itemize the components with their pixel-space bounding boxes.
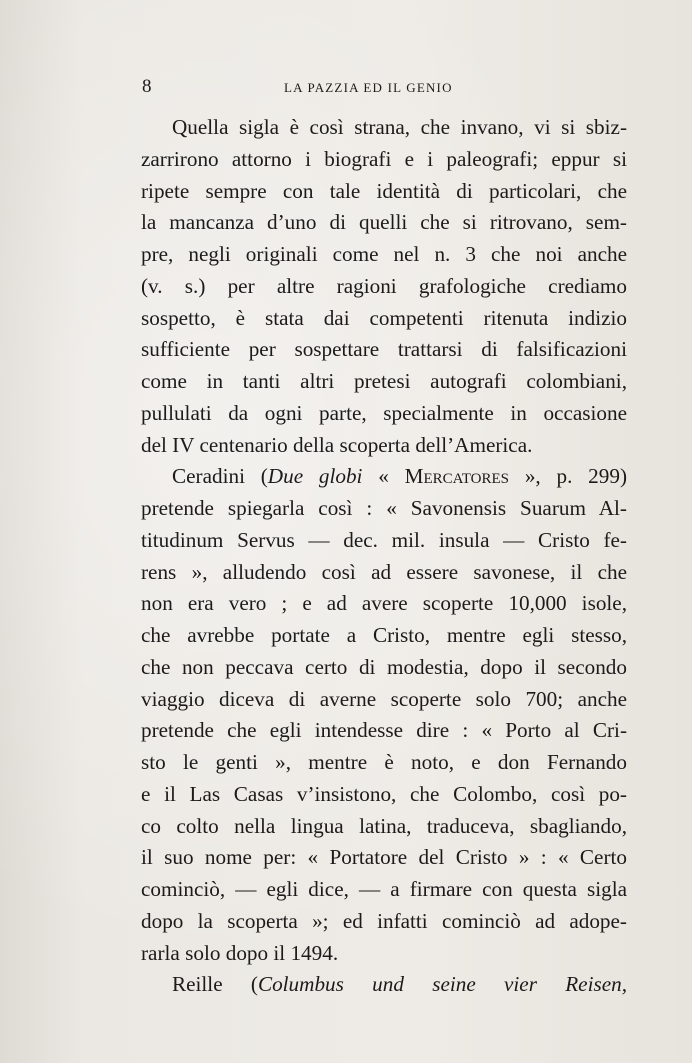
text-segment: ripete sempre con tale identità di particolari, che <box>141 178 627 203</box>
text-line <box>141 461 627 493</box>
text-line <box>141 430 627 462</box>
text-line <box>141 176 627 208</box>
text-line <box>141 525 627 557</box>
text-segment: rarla solo dopo il 1494. <box>141 940 339 965</box>
italic-segment: Due globi <box>267 464 363 489</box>
text-line <box>141 715 627 747</box>
text-segment: pullulati da ogni parte, specialmente in occasione <box>141 400 627 425</box>
text-segment: del IV centenario della scoperta dell’America. <box>141 432 533 457</box>
text-segment: Reille ( <box>172 972 258 997</box>
text-segment: la mancanza d’uno di quelli che si ritrovano, sem- <box>141 210 627 235</box>
text-line <box>141 747 627 779</box>
small-caps-segment: Mercatores <box>404 464 510 489</box>
text-segment: pretende spiegarla così : « Savonensis Suarum Al- <box>141 496 627 520</box>
text-line <box>141 874 627 906</box>
text-line <box>141 144 627 176</box>
text-segment: co colto nella lingua latina, traduceva, sbagliando, <box>141 813 627 838</box>
text-segment: (v. s.) per altre ragioni grafologiche crediamo <box>141 273 627 298</box>
text-line <box>141 588 627 620</box>
text-line <box>141 366 627 398</box>
text-line <box>141 811 627 843</box>
text-segment: pre, negli originali come nel n. 3 che noi anche <box>141 242 627 266</box>
text-segment: il suo nome per: « Portatore del Cristo » : « Certo <box>141 845 627 870</box>
italic-segment: Columbus und seine vier Reisen, <box>257 972 628 997</box>
text-segment: non era vero ; e ad avere scoperte 10,000 isole, <box>141 591 627 616</box>
text-line <box>141 398 627 430</box>
text-segment: sto le genti », mentre è noto, e don Fernando <box>141 750 627 774</box>
text-line <box>141 779 627 811</box>
running-title: LA PAZZIA ED IL GENIO <box>284 80 453 95</box>
text-line <box>141 652 627 684</box>
text-segment: Quella sigla è così strana, che invano, vi si sbiz- <box>172 115 627 139</box>
page-header <box>142 76 602 100</box>
page-number: 8 <box>142 76 152 97</box>
text-line <box>141 938 627 970</box>
text-line <box>141 334 627 366</box>
text-line <box>141 207 627 239</box>
text-line <box>141 557 627 589</box>
text-line <box>141 303 627 335</box>
text-segment: viaggio diceva di averne scoperte solo 700; anche <box>141 686 627 711</box>
text-segment: dopo la scoperta »; ed infatti cominciò ad adope- <box>141 908 627 933</box>
text-line <box>141 842 627 874</box>
text-segment: e il Las Casas v’insistono, che Colombo, così po- <box>141 781 627 806</box>
text-line <box>141 620 627 652</box>
text-line <box>141 684 627 716</box>
text-line <box>141 493 627 525</box>
text-segment: rens », alludendo così ad essere savonese, il che <box>141 559 627 584</box>
text-line <box>141 906 627 938</box>
text-line <box>141 239 627 271</box>
body-text <box>141 112 627 1001</box>
text-segment: che non peccava certo di modestia, dopo il secondo <box>141 654 627 679</box>
text-segment: sospetto, è stata dai competenti ritenuta indizio <box>141 305 627 330</box>
text-segment: pretende che egli intendesse dire : « Porto al Cri- <box>141 718 627 743</box>
text-segment: come in tanti altri pretesi autografi colombiani, <box>141 369 627 393</box>
text-segment: che avrebbe portate a Cristo, mentre egli stesso, <box>141 623 627 647</box>
text-line <box>141 271 627 303</box>
text-line <box>141 112 627 144</box>
text-segment: « <box>362 464 405 489</box>
text-segment: Ceradini ( <box>172 464 268 489</box>
text-segment: zarrirono attorno i biografi e i paleografi; eppur si <box>141 146 627 171</box>
text-segment: cominciò, — egli dice, — a firmare con questa sigla <box>141 877 627 901</box>
text-line <box>141 969 627 1001</box>
text-segment: titudinum Servus — dec. mil. insula — Cristo fe- <box>141 527 627 552</box>
text-segment: », p. 299) <box>509 464 627 489</box>
text-segment: sufficiente per sospettare trattarsi di falsificazioni <box>141 337 627 362</box>
